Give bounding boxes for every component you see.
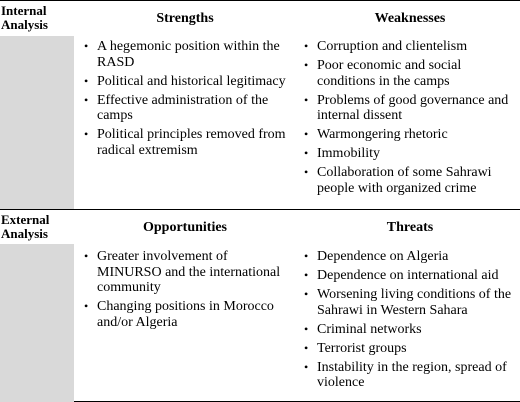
list-item-text: Instability in the region, spread of violence — [317, 359, 507, 390]
list-item — [300, 341, 518, 357]
list-item — [300, 360, 518, 391]
list-item — [300, 165, 518, 196]
list-item-text: Dependence on Algeria — [317, 249, 449, 264]
list-item — [300, 322, 518, 338]
bullet-icon: • — [84, 73, 89, 88]
list-item-text: Warmongering rhetoric — [317, 127, 448, 142]
strengths-list — [80, 39, 294, 162]
list-item-text: Problems of good governance and internal dissent — [317, 92, 509, 123]
list-item — [300, 249, 518, 265]
list-item — [300, 146, 518, 162]
list-item-text: A hegemonic position within the RASD — [97, 39, 280, 70]
bullet-icon: • — [304, 249, 309, 263]
bullet-icon: • — [304, 127, 309, 141]
list-item — [80, 249, 294, 296]
list-item — [300, 58, 518, 89]
threats-list — [300, 249, 518, 394]
list-item-text: Political and historical legitimacy — [97, 73, 286, 89]
bullet-icon: • — [304, 58, 309, 72]
bullet-icon: • — [304, 321, 309, 336]
list-item — [300, 93, 518, 124]
bullet-icon: • — [84, 127, 89, 141]
list-item-text: Dependence on international aid — [317, 268, 499, 283]
list-item-text: Collaboration of some Sahrawi people with organized crime — [317, 165, 492, 196]
bullet-icon: • — [304, 340, 309, 355]
list-item-text: Changing positions in Morocco and/or Algeria — [97, 299, 274, 330]
bullet-icon: • — [304, 359, 309, 374]
internal-analysis-label: Internal Analysis — [1, 3, 48, 32]
external-analysis-label: External Analysis — [1, 212, 50, 241]
list-item — [300, 287, 518, 318]
list-item-text: Greater involvement of MINURSO and the international community — [97, 249, 281, 295]
threats-heading: Threats — [386, 220, 434, 235]
weaknesses-heading: Weaknesses — [374, 11, 446, 26]
list-item — [300, 127, 518, 143]
list-item-text: Worsening living conditions of the Sahrawi in Western Sahara — [317, 287, 512, 318]
list-item — [80, 127, 294, 158]
list-item-text: Corruption and clientelism — [317, 39, 468, 54]
weaknesses-list — [300, 39, 518, 200]
bullet-icon: • — [84, 299, 89, 313]
list-item-text: Poor economic and social conditions in the camps — [317, 58, 462, 89]
list-item-text: Immobility — [317, 146, 380, 161]
list-item — [300, 268, 518, 284]
list-item-text: Effective administration of the camps — [97, 92, 269, 123]
list-item-text: Political principles removed from radical extremism — [97, 127, 286, 158]
external-label-band — [0, 244, 74, 402]
list-item-text: Criminal networks — [317, 321, 422, 337]
bullet-icon: • — [84, 249, 89, 263]
bullet-icon: • — [304, 165, 309, 179]
bullet-icon: • — [304, 92, 309, 107]
bullet-icon: • — [304, 268, 309, 282]
strengths-heading: Strengths — [156, 11, 214, 26]
list-item — [80, 93, 294, 124]
section-divider — [0, 209, 520, 210]
list-item — [80, 299, 294, 330]
list-item-text: Terrorist groups — [317, 340, 407, 356]
opportunities-list — [80, 249, 294, 334]
internal-label-band — [0, 36, 74, 209]
list-item — [80, 74, 294, 90]
bullet-icon: • — [84, 92, 89, 107]
bullet-icon: • — [304, 287, 309, 301]
bullet-icon: • — [304, 146, 309, 160]
list-item — [80, 39, 294, 70]
opportunities-heading: Opportunities — [142, 220, 227, 235]
list-item — [300, 39, 518, 55]
bullet-icon: • — [84, 39, 89, 53]
bullet-icon: • — [304, 39, 309, 53]
